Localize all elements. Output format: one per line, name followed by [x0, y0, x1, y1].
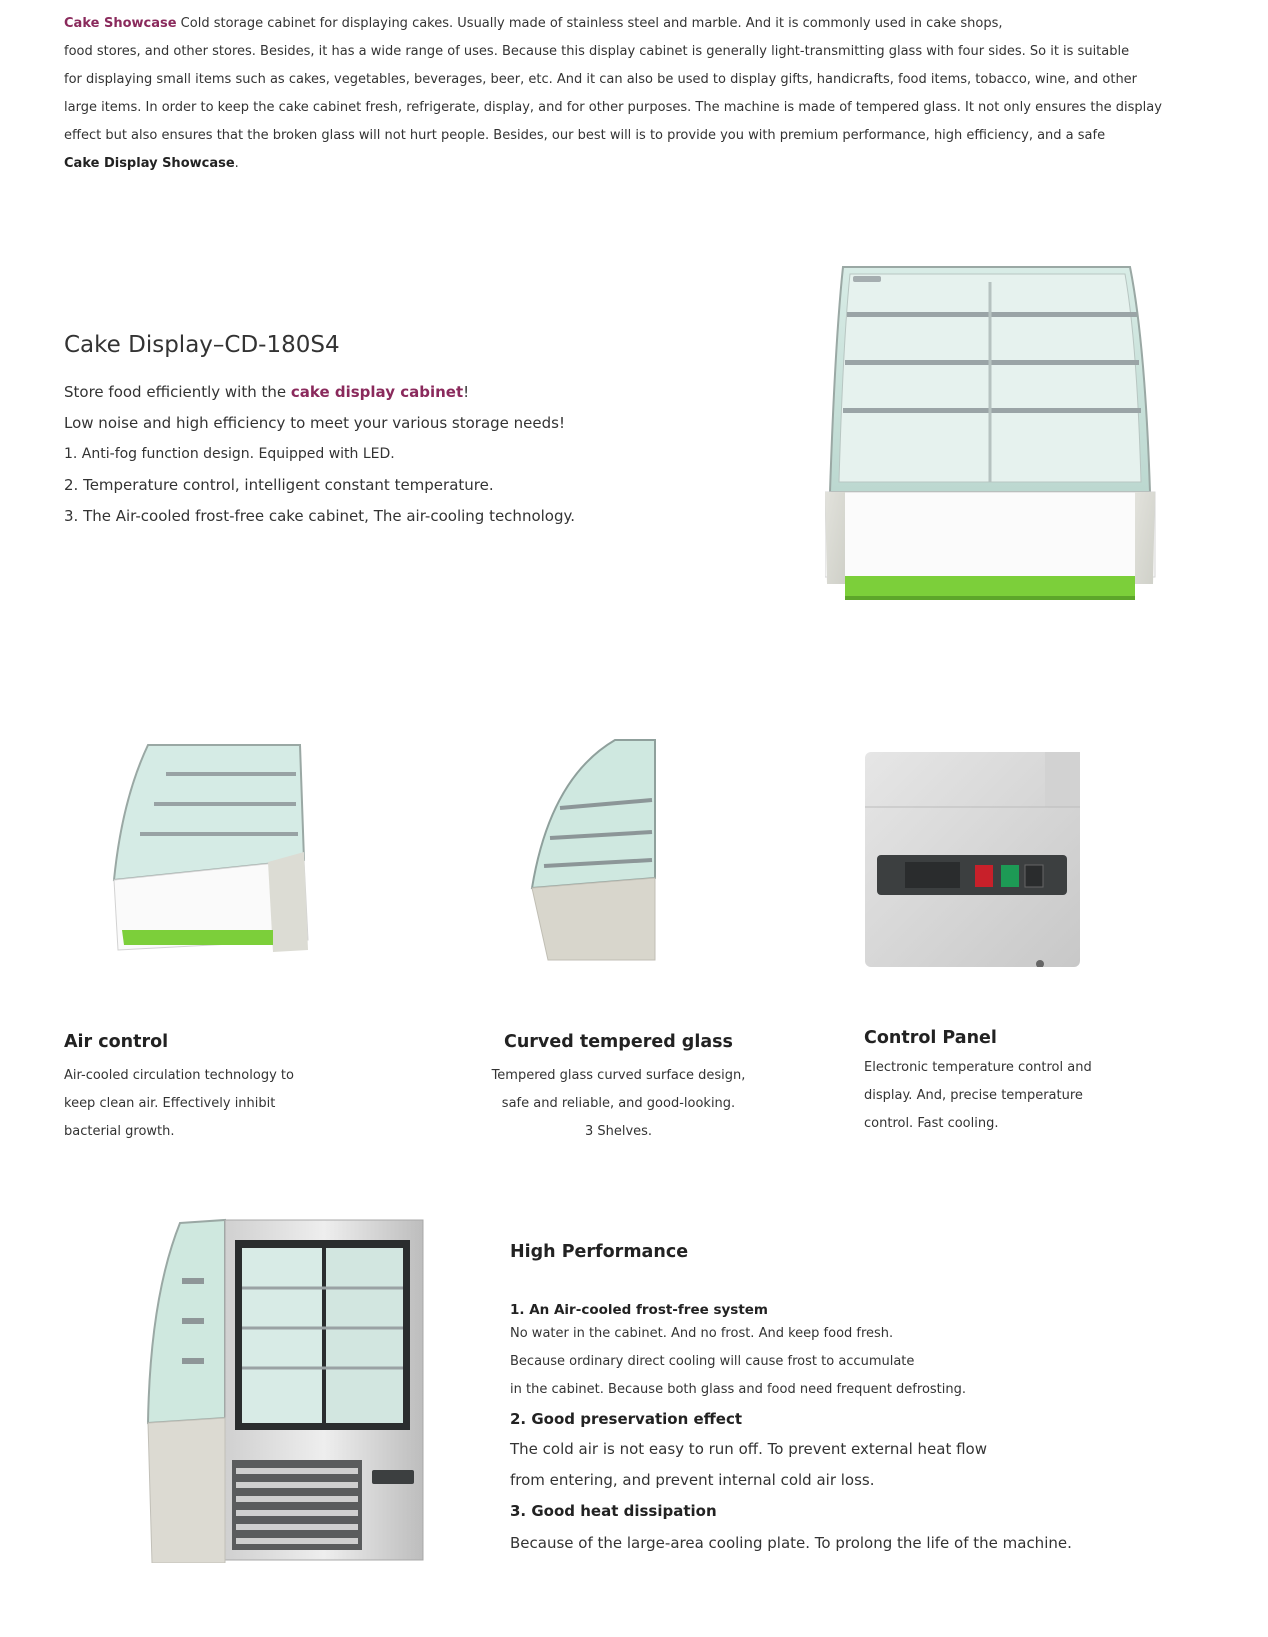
product-title: Cake Display–CD-180S4 [64, 332, 340, 358]
high-performance-list [510, 1300, 1190, 1559]
feature-text: Air-cooled circulation technology to keep clean air. Effectively inhibit bacterial growth. [64, 1068, 294, 1139]
product-line: Store food efficiently with the cake display cabinet! [64, 383, 470, 401]
intro-line: effect but also ensures that the broken glass will not hurt people. Besides, our best will is to provide you with premium performance, high efficiency, and a safe [64, 128, 1106, 143]
performance-line: Because of the large-area cooling plate. To prolong the life of the machine. [510, 1534, 1072, 1552]
product-image-steel [140, 1218, 430, 1563]
feature-title: Control Panel [864, 1028, 997, 1048]
performance-line: from entering, and prevent internal cold air loss. [510, 1471, 875, 1489]
feature-text: Tempered glass curved surface design, safe and reliable, and good-looking. 3 Shelves. [491, 1068, 746, 1139]
intro-line: food stores, and other stores. Besides, it has a wide range of uses. Because this display cabinet is generally light-transmitting glass with four sides. So it is suitable [64, 44, 1130, 59]
cake-display-cabinet-link[interactable]: cake display cabinet [290, 383, 464, 401]
feature-air-control [64, 1030, 294, 1146]
product-image-main [825, 262, 1165, 617]
product-point: 1. Anti-fog function design. Equipped with LED. [64, 446, 395, 462]
performance-line: The cold air is not easy to run off. To prevent external heat flow [510, 1440, 987, 1458]
control-panel-image [865, 752, 1080, 967]
high-performance-title: High Performance [510, 1242, 689, 1262]
feature-title: Curved tempered glass [504, 1032, 733, 1052]
cake-showcase-link[interactable]: Cake Showcase [64, 16, 177, 31]
intro-line: large items. In order to keep the cake cabinet fresh, refrigerate, display, and for other purposes. The machine is made of tempered glass. It not only ensures the display [64, 100, 1162, 115]
performance-line: in the cabinet. Because both glass and food need frequent defrosting. [510, 1382, 966, 1397]
performance-heading: 1. An Air-cooled frost-free system [510, 1302, 769, 1318]
air-control-image [108, 740, 313, 955]
cake-display-showcase-bold: Cake Display Showcase [64, 156, 235, 171]
intro-line: for displaying small items such as cakes, vegetables, beverages, beer, etc. And it can also be used to display gifts, handicrafts, food items, tobacco, wine, and other [64, 72, 1138, 87]
curved-glass-image [520, 738, 660, 963]
feature-title: Air control [64, 1032, 169, 1052]
performance-line: No water in the cabinet. And no frost. And keep food fresh. [510, 1326, 894, 1341]
product-description [64, 380, 664, 535]
performance-heading: 2. Good preservation effect [510, 1410, 743, 1428]
intro-paragraph [64, 10, 1184, 178]
feature-curved-glass [476, 1030, 761, 1146]
feature-text: Electronic temperature control and display. And, precise temperature control. Fast cooling. [864, 1060, 1092, 1131]
performance-heading: 3. Good heat dissipation [510, 1502, 717, 1520]
performance-line: Because ordinary direct cooling will cause frost to accumulate [510, 1354, 915, 1369]
product-point: 2. Temperature control, intelligent constant temperature. [64, 476, 494, 494]
product-point: 3. The Air-cooled frost-free cake cabinet, The air-cooling technology. [64, 507, 575, 525]
product-line: Low noise and high efficiency to meet your various storage needs! [64, 414, 565, 432]
intro-line: Cake Showcase Cold storage cabinet for displaying cakes. Usually made of stainless steel and marble. And it is commonly used in cake shops, [64, 16, 1003, 31]
intro-line: Cake Display Showcase. [64, 156, 239, 171]
feature-control-panel [864, 1026, 1092, 1138]
